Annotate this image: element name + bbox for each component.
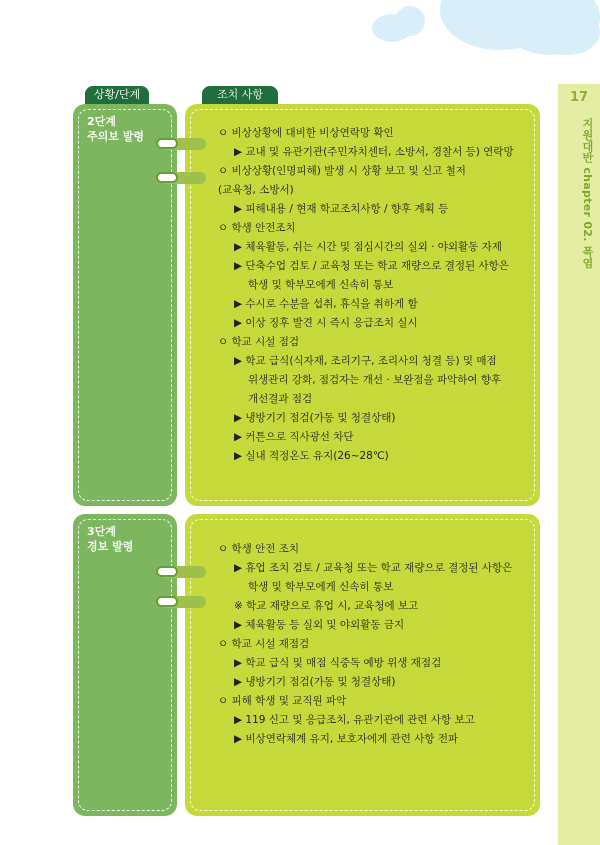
page-number: 17 <box>569 90 589 105</box>
action-line: (교육청, 소방서) <box>218 184 294 196</box>
binder-ring <box>156 172 178 183</box>
action-line: ▶ 학교 급식(식자재, 조리기구, 조리사의 청결 등) 및 매점 <box>234 355 497 367</box>
stage-title <box>87 114 144 144</box>
stage-name: 주의보 발령 <box>87 130 144 143</box>
binder-ring <box>156 596 178 607</box>
action-line: ㅇ 학교 시설 재점검 <box>218 638 310 650</box>
cloud-decoration <box>395 6 425 36</box>
stage-name: 경보 발령 <box>87 540 134 553</box>
action-line: 학생 및 학부모에게 신속히 통보 <box>248 279 394 291</box>
action-line: ㅇ 피해 학생 및 교직원 파악 <box>218 695 347 707</box>
action-line: ▶ 수시로 수분을 섭취, 휴식을 취하게 함 <box>234 298 418 310</box>
action-line: ▶ 냉방기기 점검(가동 및 청결상태) <box>234 412 396 424</box>
action-line: 위생관리 강화, 점검자는 개선 · 보완점을 파악하여 향후 <box>248 374 502 386</box>
action-line: ▶ 이상 징후 발견 시 즉시 응급조치 실시 <box>234 317 418 329</box>
action-list <box>218 124 514 466</box>
binder-ring <box>156 566 178 577</box>
column-header-action: 조치 사항 <box>202 86 278 104</box>
stage-box <box>73 514 177 816</box>
action-line: ▶ 실내 적정온도 유지(26~28℃) <box>234 450 389 462</box>
action-line: ㅇ 학생 안전 조치 <box>218 543 300 555</box>
action-line: ▶ 커튼으로 직사광선 차단 <box>234 431 354 443</box>
action-line: 개선결과 점검 <box>248 393 313 405</box>
stage-box-border <box>78 519 172 811</box>
action-line: ▶ 학교 급식 및 매점 식중독 예방 위생 재점검 <box>234 657 442 669</box>
action-line: ㅇ 비상상황(인명피해) 발생 시 상황 보고 및 신고 철저 <box>218 165 466 177</box>
cloud-decoration <box>535 10 600 55</box>
action-line: ▶ 비상연락체계 유지, 보호자에게 관련 사항 전파 <box>234 733 459 745</box>
action-line: ▶ 체육활동 등 실외 및 야외활동 금지 <box>234 619 405 631</box>
stage-title <box>87 524 133 554</box>
stage-box-border <box>78 109 172 501</box>
action-line: 학생 및 학부모에게 신속히 통보 <box>248 581 394 593</box>
action-line: ㅇ 비상상황에 대비한 비상연락망 확인 <box>218 127 394 139</box>
stage-number: 2단계 <box>87 115 116 128</box>
stage-box <box>73 104 177 506</box>
action-line: ▶ 교내 및 유관기관(주민자치센터, 소방서, 경찰서 등) 연락망 <box>234 146 514 158</box>
action-line: ▶ 119 신고 및 응급조치, 유관기관에 관련 사항 보고 <box>234 714 475 726</box>
action-line: ▶ 냉방기기 점검(가동 및 청결상태) <box>234 676 396 688</box>
action-line: ▶ 휴업 조치 검토 / 교육청 또는 학교 재량으로 결정된 사항은 <box>234 562 513 574</box>
chapter-label: 지원대반 chapter 02. 폭염 <box>581 118 594 269</box>
action-list <box>218 540 512 749</box>
action-line: ※ 학교 재량으로 휴업 시, 교육청에 보고 <box>234 600 419 612</box>
action-line: ▶ 체육활동, 쉬는 시간 및 점심시간의 실외 · 야외활동 자제 <box>234 241 502 253</box>
binder-ring <box>156 138 178 149</box>
action-line: ▶ 단축수업 검토 / 교육청 또는 학교 재량으로 결정된 사항은 <box>234 260 509 272</box>
action-line: ㅇ 학생 안전조치 <box>218 222 296 234</box>
column-header-stage: 상황/단계 <box>85 86 149 104</box>
action-line: ▶ 피해내용 / 현재 학교조치사항 / 향후 계획 등 <box>234 203 449 215</box>
action-line: ㅇ 학교 시설 점검 <box>218 336 300 348</box>
stage-number: 3단계 <box>87 525 116 538</box>
